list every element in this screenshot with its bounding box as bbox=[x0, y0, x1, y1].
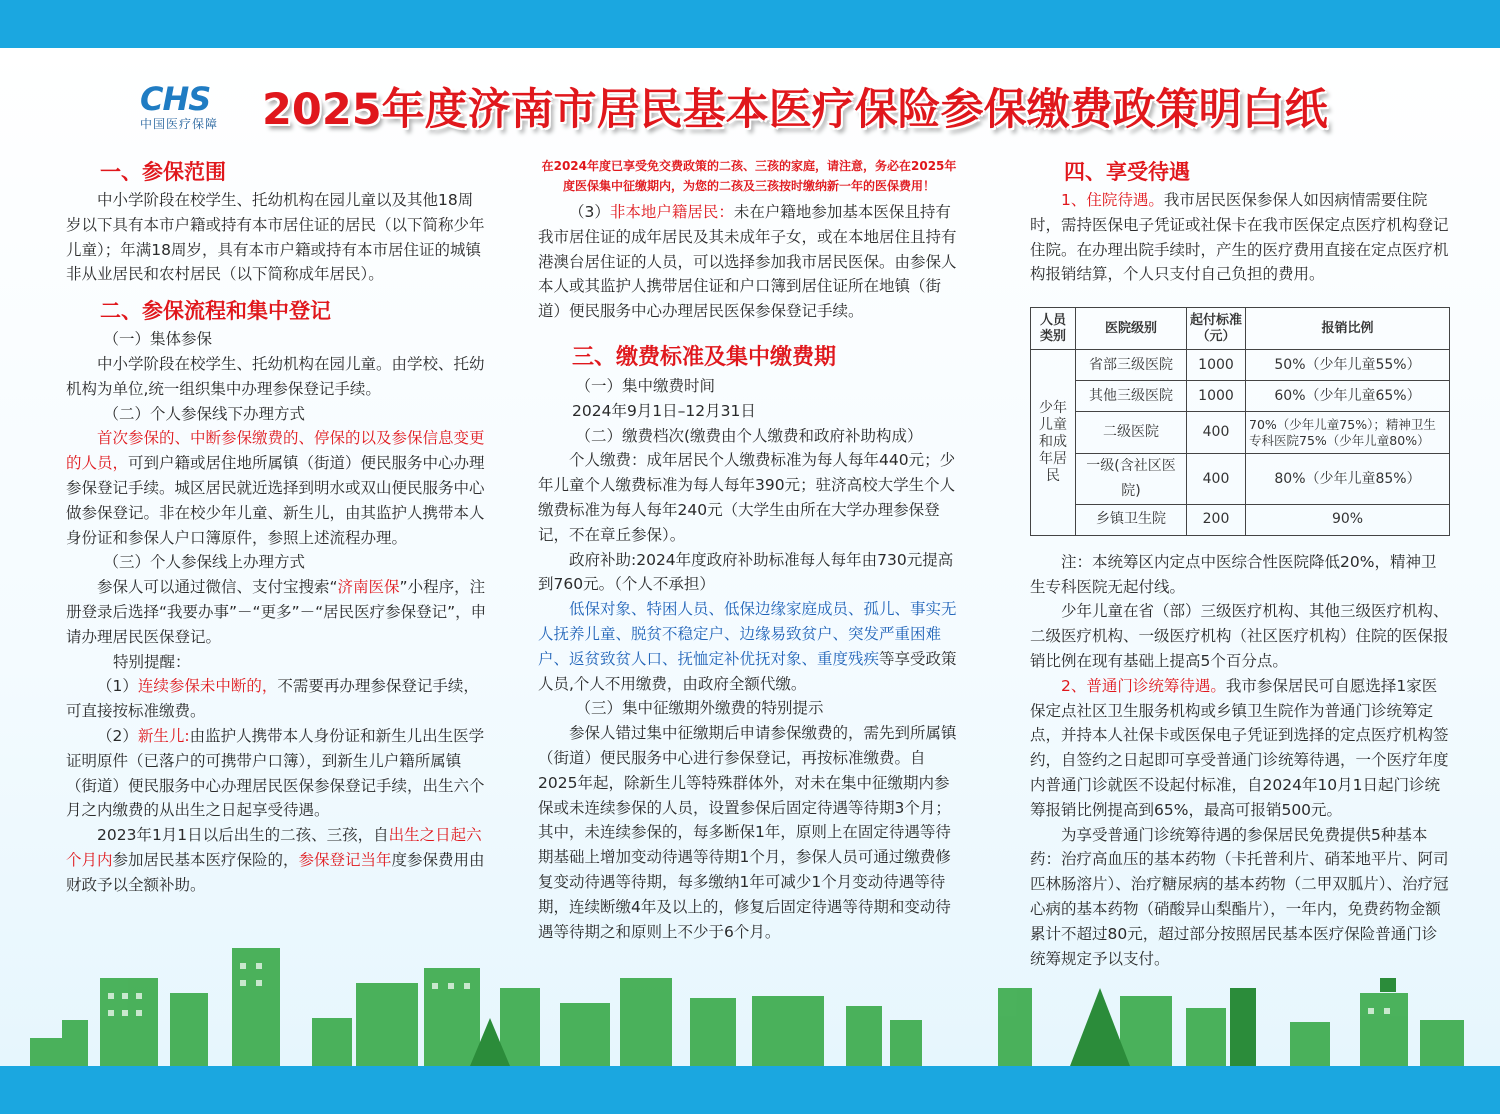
table-row-ratio: 80%（少年儿童85%） bbox=[1246, 454, 1450, 505]
top-border-bar bbox=[0, 0, 1500, 48]
reminder-2-highlight: 新生儿: bbox=[137, 726, 190, 745]
offline-enrollment-label: （二）个人参保线下办理方式 bbox=[103, 404, 306, 423]
logo-subtitle: 中国医疗保障 bbox=[140, 117, 219, 131]
reminder-continuous bbox=[66, 674, 488, 724]
column-middle bbox=[538, 156, 960, 944]
column-left bbox=[66, 156, 488, 898]
reminder-1-text: 不需要再办理参保登记手续，可直接按标准缴费。 bbox=[66, 677, 479, 721]
th-hospital-level: 医院级别 bbox=[1076, 308, 1187, 350]
online-enrollment-label: （三）个人参保线上办理方式 bbox=[103, 553, 306, 572]
free-medicine-text: 为享受普通门诊统筹待遇的参保居民免费提供5种基本药：治疗高血压的基本药物（卡托普利片、硝苯地平片、阿司匹林肠溶片）、治疗糖尿病的基本药物（二甲双胍片）、治疗冠心病的基本药物（硝酸异山梨酯片），一年内，免费药物金额累计不超过80元，超过部分按照居民基本医疗保险普通门诊统筹规定予以支付。 bbox=[1030, 825, 1449, 968]
offline-enrollment-text bbox=[66, 426, 488, 550]
inpatient-benefit-text bbox=[1030, 188, 1450, 287]
th-person-type: 人员类别 bbox=[1031, 308, 1076, 350]
group-label-cell: 少年儿童和成年居民 bbox=[1031, 350, 1076, 536]
collection-period-label: （一）集中缴费时间 bbox=[575, 376, 716, 395]
table-row-level: 一级(含社区医院) bbox=[1076, 454, 1187, 505]
section-3-heading: 三、缴费标准及集中缴费期 bbox=[572, 344, 837, 370]
table-row-ratio: 60%（少年儿童65%） bbox=[1246, 381, 1450, 412]
table-row-level: 其他三级医院 bbox=[1076, 381, 1187, 412]
table-row-level: 省部三级医院 bbox=[1076, 350, 1187, 381]
reimbursement-table bbox=[1030, 307, 1450, 536]
online-enrollment-text bbox=[66, 575, 488, 649]
exempt-groups-text bbox=[538, 597, 960, 696]
special-reminder-label: 特别提醒： bbox=[113, 652, 191, 671]
reminder-1-highlight: 连续参保未中断的， bbox=[137, 677, 278, 696]
poster-panel bbox=[0, 48, 1500, 1066]
chs-logo bbox=[140, 82, 250, 138]
outpatient-rest: 我市参保居民可自愿选择1家医保定点社区卫生服务机构或乡镇卫生院作为普通门诊统筹定点，并持本人社保卡或医保电子凭证到选择的定点医疗机构签约，自签约之日起即可享受普通门诊统筹待遇，一个医疗年度内普通门诊就医不设起付标准，自2024年10月1日起门诊统筹报销比例提高到65%，最高可报销500元。 bbox=[1030, 676, 1449, 819]
second-third-child-text bbox=[66, 823, 488, 897]
child-text-a: 2023年1月1日以后出生的二孩、三孩，自 bbox=[97, 826, 389, 845]
nonlocal-rest: 未在户籍地参加基本医保且持有我市居住证的成年居民及其未成年子女，或在本地居住且持有港澳台居住证的人员，可以选择参加我市居民医保。由参保人本人或其监护人携带居住证和户口簿到居住证所在地镇（街道）便民服务中心办理居民医保参保登记手续。 bbox=[538, 203, 957, 321]
child-highlight-1: 出生之日起六个月内 bbox=[66, 826, 482, 869]
child-highlight-2: 参保登记当年 bbox=[298, 850, 392, 869]
table-row-level: 乡镇卫生院 bbox=[1076, 504, 1187, 535]
collective-enrollment-text: 中小学阶段在校学生、托幼机构在园儿童。由学校、托幼机构为单位,统一组织集中办理参保登记手续。 bbox=[66, 354, 485, 398]
table-row-threshold: 400 bbox=[1187, 454, 1246, 505]
fee-tiers-label: （二）缴费档次(缴费由个人缴费和政府补助构成） bbox=[575, 426, 923, 445]
reminder-newborn bbox=[66, 724, 488, 823]
offline-enrollment-highlight: 首次参保的、中断参保缴费的、停保的以及参保信息变更的人员， bbox=[66, 429, 485, 473]
online-text-b: ”小程序，注册登录后选择“我要办事”－“更多”－“居民医疗参保登记”，申请办理居民医保登记。 bbox=[66, 578, 487, 646]
outpatient-benefit-text bbox=[1030, 674, 1450, 823]
child-text-b: 参加居民基本医疗保险的， bbox=[112, 850, 299, 869]
table-row-threshold: 1000 bbox=[1187, 350, 1246, 381]
column-right bbox=[1030, 156, 1450, 971]
non-local-residents-text bbox=[538, 200, 960, 324]
off-period-label: （三）集中征缴期外缴费的特别提示 bbox=[575, 699, 824, 718]
bottom-border-bar bbox=[0, 1066, 1500, 1114]
off-period-text: 参保人错过集中征缴期后申请参保缴费的，需先到所属镇（街道）便民服务中心进行参保登记，再按标准缴费。自2025年起，除新生儿等特殊群体外，对未在集中征缴期内参保或未连续参保的人员，设置参保后固定待遇等待期3个月；其中，未连续参保的，每多断保1年，原则上在固定待遇等待期基础上增加变动待遇等待期1个月，参保人员可通过缴费修复变动待遇等待期，每多缴纳1年可减少1个月变动待遇等待期，连续断缴4年及以上的，修复后固定待遇等待期和变动待遇等待期之和原则上不少于6个月。 bbox=[538, 724, 957, 941]
exempt-groups-highlight: 低保对象、特困人员、低保边缘家庭成员、孤儿、事实无人抚养儿童、脱贫不稳定户、边缘易致贫户、突发严重困难户、返贫致贫人口、抚恤定补优抚对象、重度残疾 bbox=[538, 600, 957, 668]
inpatient-highlight: 1、住院待遇。 bbox=[1061, 191, 1164, 209]
free-fee-notice: 在2024年度已享受免交费政策的二孩、三孩的家庭，请注意，务必在2025年度医保集中征缴期内，为您的二孩及三孩按时缴纳新一年的医保费用！ bbox=[541, 159, 957, 193]
section-1-heading: 一、参保范围 bbox=[100, 160, 226, 184]
nonlocal-num: （3） bbox=[569, 203, 610, 221]
table-note: 注：本统筹区内定点中医综合性医院降低20%，精神卫生专科医院无起付线。 bbox=[1030, 552, 1437, 596]
table-row-ratio: 50%（少年儿童55%） bbox=[1246, 350, 1450, 381]
children-bonus-text: 少年儿童在省（部）三级医疗机构、其他三级医疗机构、二级医疗机构、一级医疗机构（社区医疗机构）住院的医保报销比例在现有基础上提高5个百分点。 bbox=[1030, 602, 1449, 670]
section-2-heading: 二、参保流程和集中登记 bbox=[100, 299, 331, 324]
page-title: 2025年度济南市居民基本医疗保险参保缴费政策明白纸 bbox=[262, 85, 1328, 135]
government-subsidy-text: 政府补助:2024年度政府补助标准每人每年由730元提高到760元。（个人不承担） bbox=[538, 550, 954, 594]
personal-contribution-text: 个人缴费：成年居民个人缴费标准为每人每年440元；少年儿童个人缴费标准为每人每年390元；驻济高校大学生个人缴费标准为每人每年240元（大学生由所在大学办理参保登记，不在章丘参保）。 bbox=[538, 451, 956, 544]
child-text-c: 度参保费用由财政予以全额补助。 bbox=[66, 850, 485, 894]
section-1-text: 中小学阶段在校学生、托幼机构在园儿童以及其他18周岁以下具有本市户籍或持有本市居住证的居民（以下简称少年儿童）；年满18周岁，具有本市户籍或持有本市居住证的城镇非从业居民和农村居民（以下简称成年居民）。 bbox=[66, 191, 485, 284]
table-row-threshold: 200 bbox=[1187, 504, 1246, 535]
table-row-ratio: 70%（少年儿童75%）；精神卫生专科医院75%（少年儿童80%） bbox=[1246, 412, 1450, 454]
table-row-level: 二级医院 bbox=[1076, 412, 1187, 454]
offline-enrollment-rest: 可到户籍或居住地所属镇（街道）便民服务中心办理参保登记手续。城区居民就近选择到明水或双山便民服务中心做参保登记。非在校少年儿童、新生儿，由其监护人携带本人身份证和参保人户口簿原件，参照上述流程办理。 bbox=[66, 454, 485, 547]
table-row-threshold: 400 bbox=[1187, 412, 1246, 454]
collection-period-value: 2024年9月1日–12月31日 bbox=[572, 401, 756, 420]
nonlocal-highlight: 非本地户籍居民： bbox=[609, 203, 734, 221]
logo-mark: CHS bbox=[140, 80, 211, 118]
th-ratio: 报销比例 bbox=[1246, 308, 1450, 350]
inpatient-rest: 我市居民医保参保人如因病情需要住院时，需持医保电子凭证或社保卡在我市医保定点医疗机构登记住院。在办理出院手续时，产生的医疗费用直接在定点医疗机构报销结算，个人只支付自己负担的费用。 bbox=[1030, 191, 1449, 284]
reminder-2-num: （2） bbox=[97, 726, 138, 745]
section-4-heading: 四、享受待遇 bbox=[1064, 160, 1190, 184]
reminder-1-num: （1） bbox=[97, 677, 138, 696]
exempt-groups-rest: 等享受政策人员,个人不用缴费，由政府全额代缴。 bbox=[538, 649, 957, 693]
table-row-ratio: 90% bbox=[1246, 504, 1450, 535]
th-threshold: 起付标准（元） bbox=[1187, 308, 1246, 350]
table-row-threshold: 1000 bbox=[1187, 381, 1246, 412]
collective-enrollment-label: （一）集体参保 bbox=[103, 330, 213, 349]
jinan-ybao-miniapp-name: 济南医保 bbox=[337, 578, 400, 597]
reminder-2-text: 由监护人携带本人身份证和新生儿出生医学证明原件（已落户的可携带户口簿），到新生儿户籍所属镇（街道）便民服务中心办理居民医保参保登记手续，出生六个月之内缴费的从出生之日起享受待遇。 bbox=[66, 726, 485, 820]
outpatient-highlight: 2、普通门诊统筹待遇。 bbox=[1061, 676, 1226, 695]
online-text-a: 参保人可以通过微信、支付宝搜索“ bbox=[97, 578, 338, 597]
